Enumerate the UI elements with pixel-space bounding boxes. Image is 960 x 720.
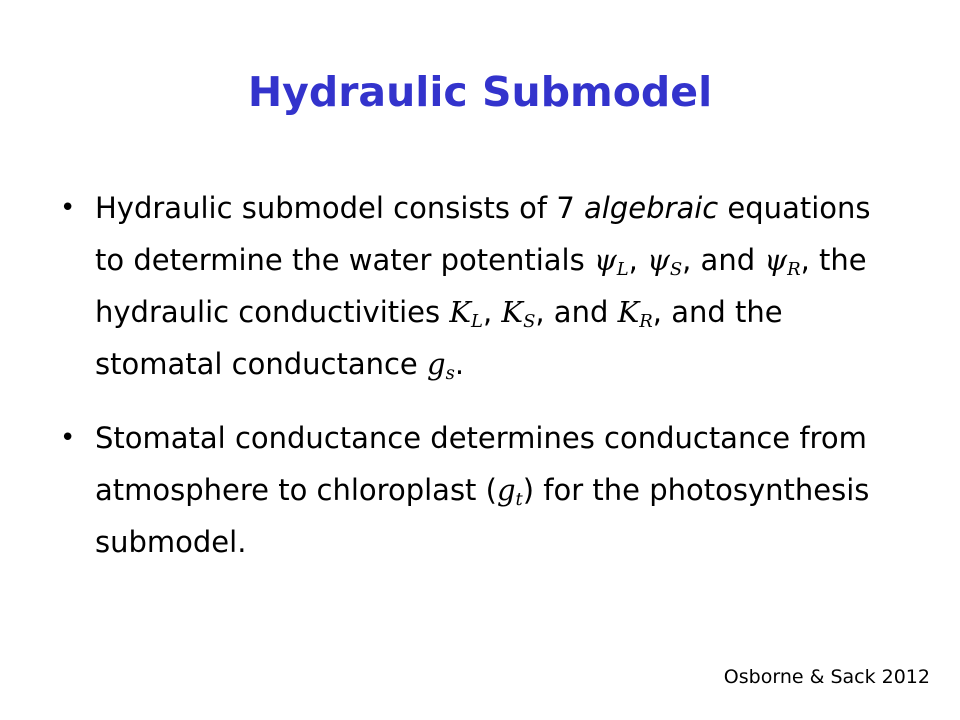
bullet-text: , and the stomatal conductance: [95, 295, 783, 381]
psi-r-symbol: $\psi_R$: [764, 243, 801, 281]
bullet-text: Stomatal conductance determines conductance from atmosphere to chloroplast (: [95, 421, 867, 507]
bullet-text: equations to determine the water potentials: [95, 191, 871, 277]
emphasis-text: algebraic: [584, 191, 719, 225]
bullet-text: Hydraulic submodel consists of 7: [95, 191, 585, 225]
psi-l-symbol: $\psi_L$: [593, 243, 629, 281]
g-s-symbol: $g_s$: [427, 347, 455, 385]
bullet-item-hydraulic-submodel: • Hydraulic submodel consists of 7 algebraic equations to determine the water potentials $\psi_L$, $\psi_S$, and $\psi_R$, the hydraulic conductivities $K_L$, $K_S$, and $K_R$, and the stomatal conductance $g_s$.: [58, 182, 908, 390]
bullet-item-stomatal-conductance: [58, 412, 908, 568]
bullet-text: ) for the photosynthesis submodel.: [95, 473, 870, 559]
k-s-symbol: $K_S$: [501, 295, 536, 333]
k-l-symbol: $K_L$: [449, 295, 483, 333]
bullet-icon: •: [60, 423, 76, 453]
bullet-icon: •: [60, 193, 76, 223]
citation: Osborne & Sack 2012: [723, 666, 930, 688]
psi-s-symbol: $\psi_S$: [647, 243, 683, 281]
slide-title: Hydraulic Submodel: [247, 68, 713, 116]
g-t-symbol: $g_t$: [496, 473, 523, 511]
bullet-text: , the hydraulic conductivities: [95, 243, 867, 329]
bullet-list: [58, 182, 908, 568]
k-r-symbol: $K_R$: [617, 295, 653, 333]
